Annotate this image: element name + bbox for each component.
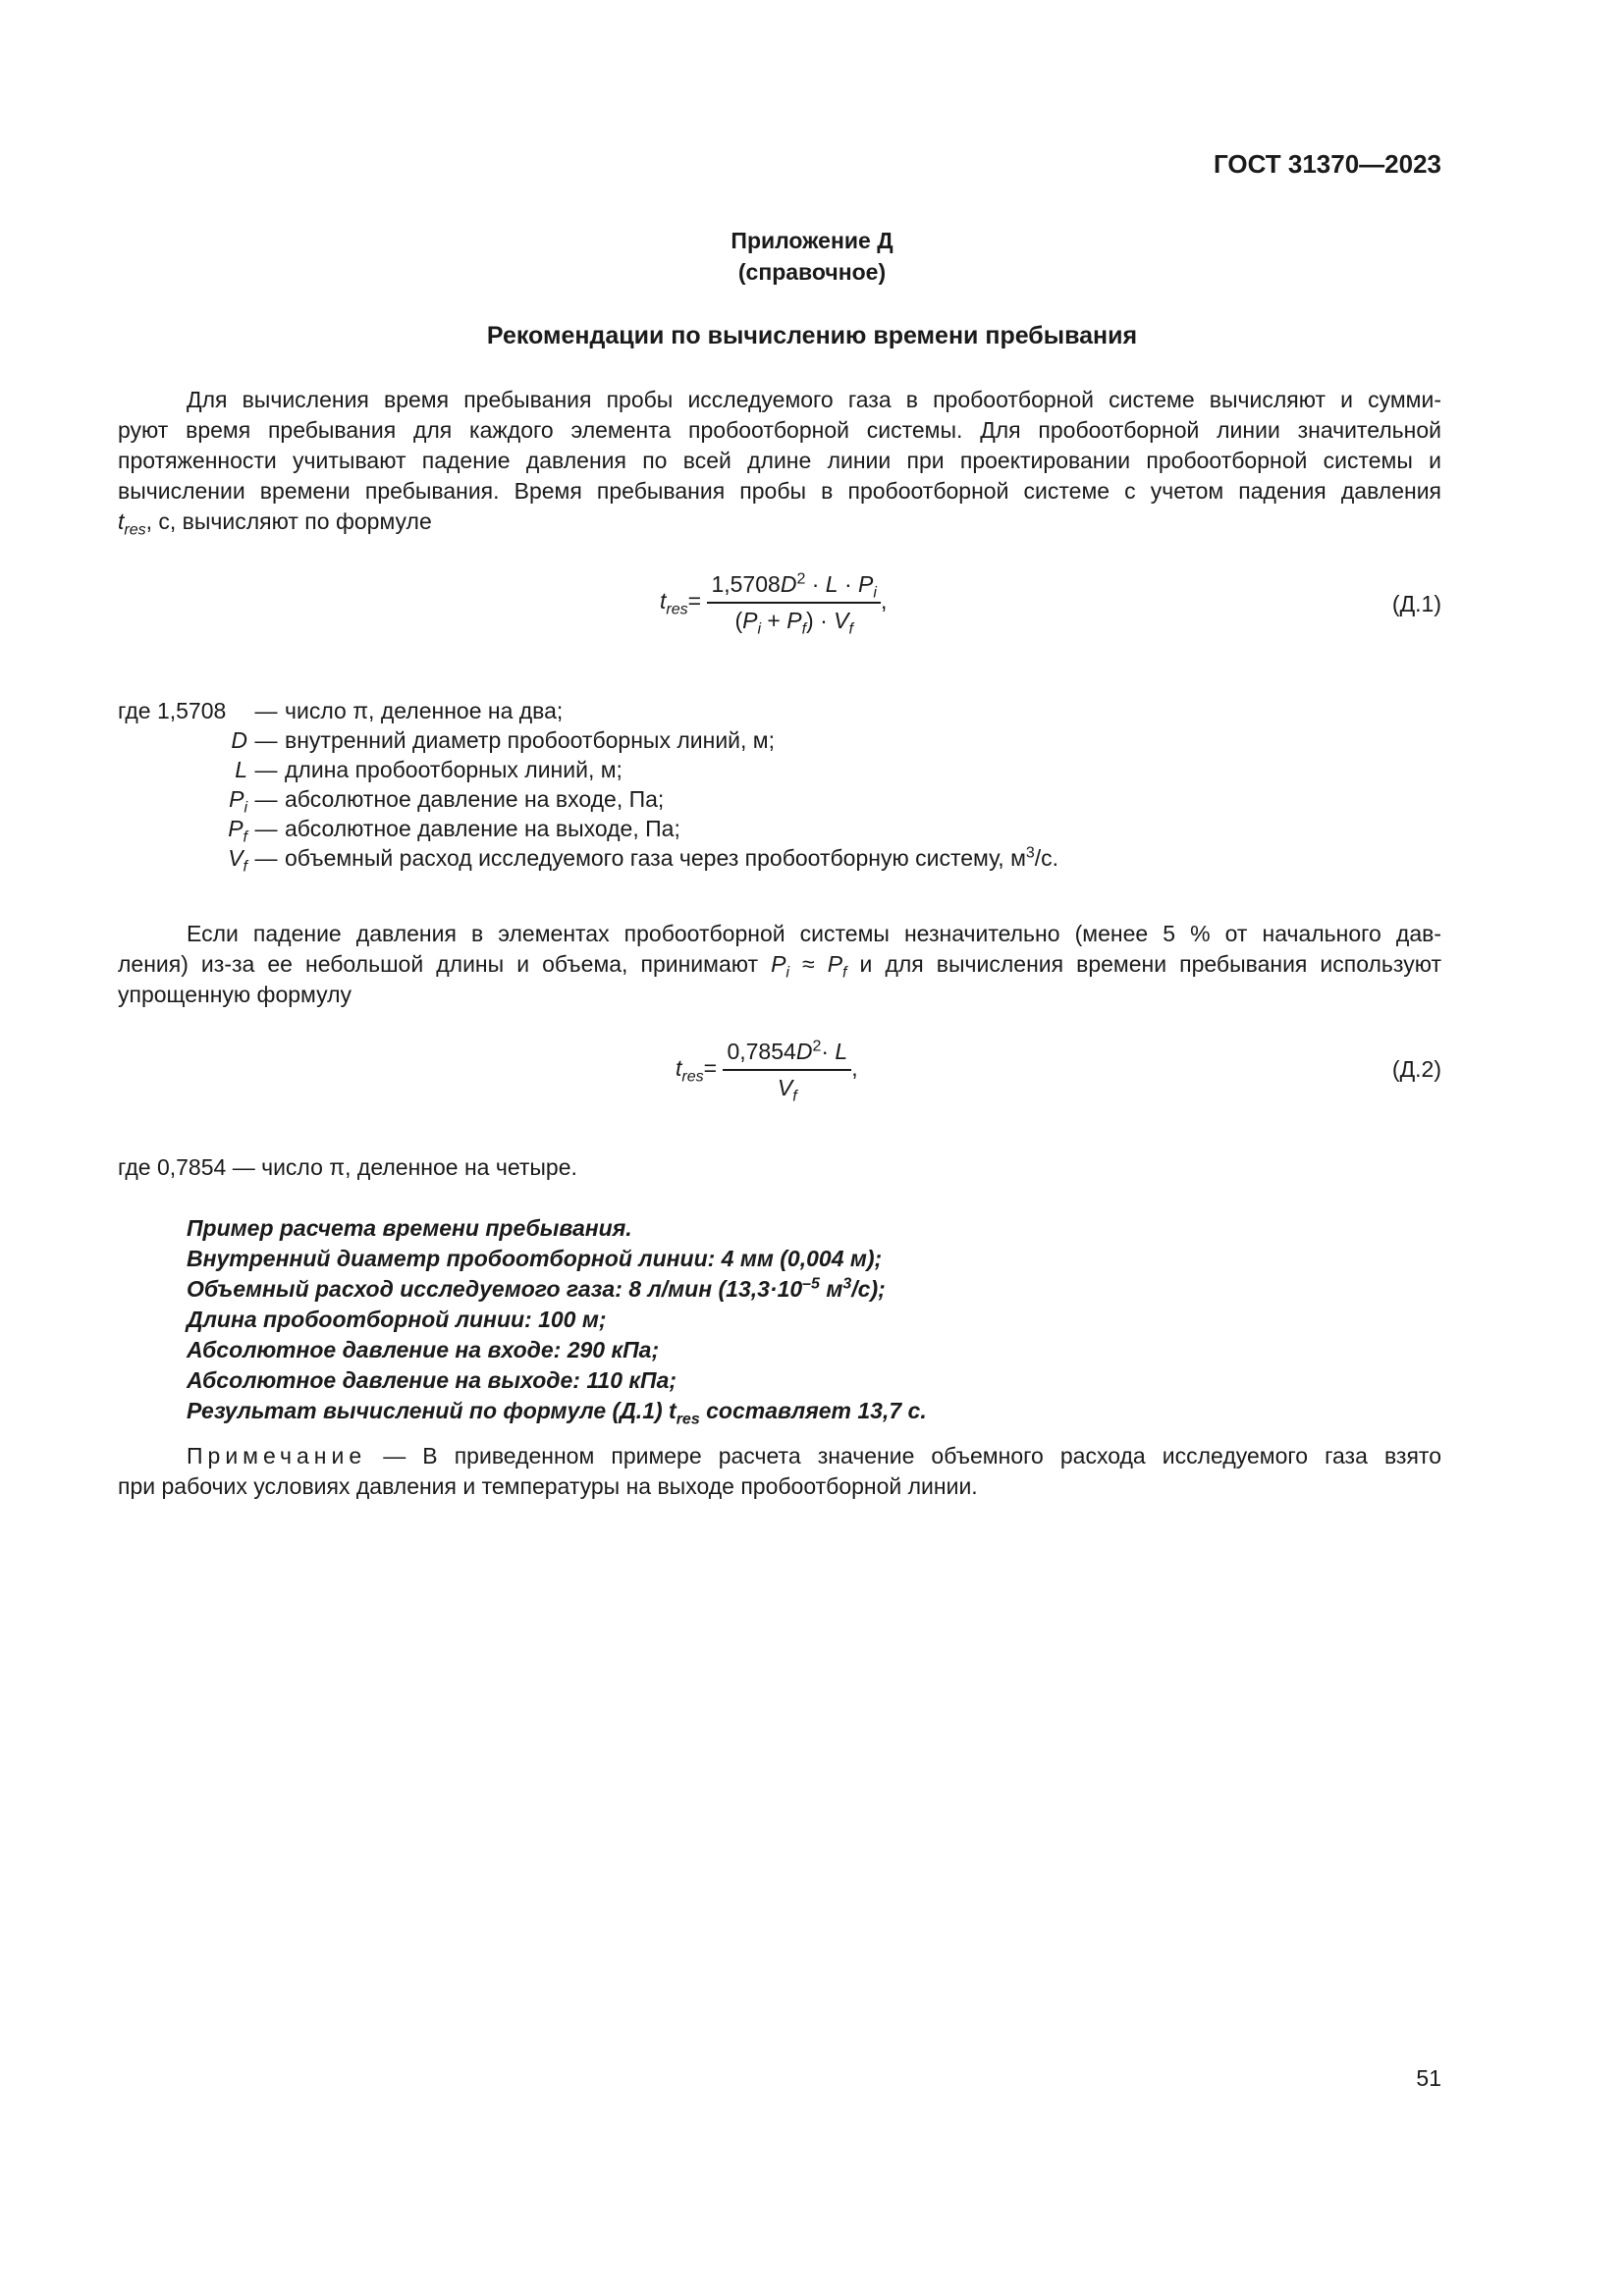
para2-line: упрощенную формулу (118, 982, 352, 1007)
simplification-paragraph (118, 919, 1441, 1010)
example-line: Длина пробоотборной линии: 100 м; (187, 1307, 607, 1332)
formula-d1-denominator: $(P_i + P_f) \cdot V_f$ (734, 608, 853, 638)
formula-d1-number: (Д.1) (1391, 591, 1441, 616)
where-item: $V_f$ — объемный расход исследуемого газа через пробоотборную систему, $м^3/с$. (228, 844, 1059, 876)
where-item: L — длина пробоотборных линий, м; (235, 757, 623, 782)
intro-line: руют время пребывания для каждого элемента пробоотборной системы. Для пробоотборной линии значительной (118, 417, 1441, 443)
note-label: Примечание (187, 1443, 367, 1468)
note-line: Примечание — В приведенном примере расчета значение объемного расхода исследуемого газа взято (187, 1443, 1441, 1468)
note-line: при рабочих условиях давления и температуры на выходе пробоотборной линии. (118, 1473, 978, 1499)
example-line: Внутренний диаметр пробоотборной линии: 4 мм (0,004 м); (187, 1246, 883, 1271)
example-line: Абсолютное давление на выходе: 110 кПа; (187, 1367, 677, 1393)
example-block (187, 1213, 1441, 1426)
note-paragraph (118, 1441, 1441, 1502)
example-line: Пример расчета времени пребывания. (187, 1215, 632, 1241)
where-item: D — внутренний диаметр пробоотборных линий, м; (231, 727, 775, 753)
formula-d1-numerator: $1,5708D^2 \cdot L \cdot P_i$ (707, 571, 881, 604)
formula-d2-denominator: $V_f$ (777, 1075, 797, 1105)
section-title: Рекомендации по вычислению времени пребывания (486, 322, 1138, 349)
para2-line: Если падение давления в элементах пробоотборной системы незначительно (менее 5 % от начального дав- (187, 921, 1441, 946)
intro-line-last: $t_{res}$, с, вычисляют по формуле (118, 508, 432, 539)
where-item: $P_f$ — абсолютное давление на выходе, Па; (228, 816, 680, 846)
where-list-d1 (118, 696, 1059, 876)
appendix-title: Приложение Д (731, 228, 893, 253)
intro-line: вычислении времени пребывания. Время пребывания пробы в пробоотборной системе с учетом падения давления (118, 478, 1441, 504)
where-item: $P_i$ — абсолютное давление на входе, Па; (229, 786, 665, 817)
para2-line: ления) из-за ее небольшой длины и объема, принимают $P_i \approx P_f$ и для вычисления времени пребывания используют (118, 951, 1441, 982)
appendix-subtitle: (справочное) (737, 259, 887, 285)
formula-d1: $t_{res}=$ $\frac{1,5708D^2 \cdot L \cdot P_i}{(P_i + P_f) \cdot V_f}$ , (660, 570, 888, 638)
formula-d2-fraction (723, 1038, 851, 1105)
page-number: 51 (1416, 2065, 1441, 2091)
where-d2: где 0,7854 — число π, деленное на четыре. (118, 1154, 577, 1180)
formula-d1-fraction (707, 570, 881, 638)
document-id: ГОСТ 31370—2023 (1214, 149, 1441, 179)
formula-d2: $t_{res}=$ $\frac{0,7854D^2\cdot L}{V_f}$ , (676, 1038, 858, 1105)
example-line: Объемный расход исследуемого газа: 8 л/мин ($13,3\cdot 10^{-5}$ $м^3/с$); (187, 1275, 886, 1302)
example-line: Результат вычислений по формуле (Д.1) $t_{res}$ составляет 13,7 с. (187, 1398, 927, 1428)
intro-line: протяженности учитывают падение давления по всей длине линии при проектировании пробоотборной системы и (118, 448, 1441, 473)
formula-d2-numerator: $0,7854D^2\cdot L$ (723, 1039, 851, 1071)
intro-line: Для вычисления время пребывания пробы исследуемого газа в пробоотборной системе вычисляют и сумми- (187, 387, 1441, 412)
intro-paragraph (118, 385, 1441, 537)
formula-d2-number: (Д.2) (1391, 1056, 1441, 1082)
where-item: где 1,5708 — число π, деленное на два; (118, 698, 564, 723)
example-line: Абсолютное давление на входе: 290 кПа; (187, 1337, 660, 1362)
